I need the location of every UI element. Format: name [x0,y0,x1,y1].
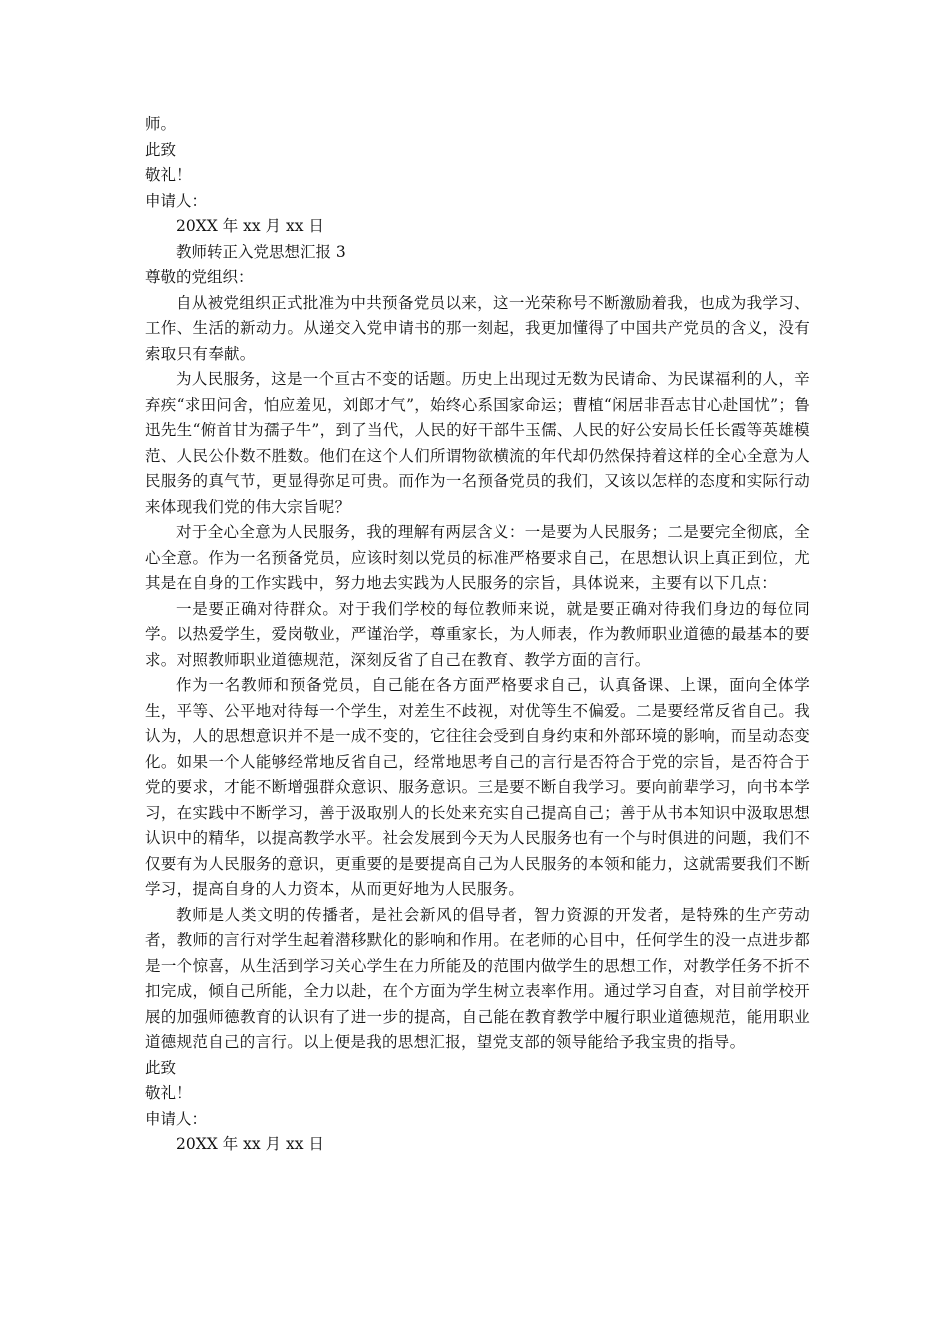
section-title: 教师转正入党思想汇报 3 [176,242,346,261]
salutation-close: 此致 [145,1058,177,1077]
paragraph-3: 对于全心全意为人民服务，我的理解有两层含义：一是要为人民服务；二是要完全彻底，全心全意。作为一名预备党员，应该时刻以党员的标准严格要求自己，在思想认识上真正到位，尤其是在自身的工作实践中，努力地去实践为人民服务的宗旨，具体说来，主要有以下几点： [145,523,810,592]
prev-date: 20XX 年 xx 月 xx 日 [176,217,324,235]
regards: 敬礼！ [145,1084,192,1102]
greeting: 尊敬的党组织： [145,268,254,286]
paragraph-4: 一是要正确对待群众。对于我们学校的每位教师来说，就是要正确对待我们身边的每位同学。以热爱学生，爱岗敬业，严谨治学，尊重家长，为人师表，作为教师职业道德的最基本的要求。对照教师职业道德规范，深刻反省了自己在教育、教学方面的言行。 [145,599,810,669]
prev-salutation-close: 此致 [145,140,177,159]
document-body [145,112,810,1158]
paragraph-1: 自从被党组织正式批准为中共预备党员以来，这一光荣称号不断激励着我，也成为我学习、工作、生活的新动力。从递交入党申请书的那一刻起，我更加懂得了中国共产党员的含义，没有索取只有奉献。 [145,293,810,363]
applicant-label: 申请人： [145,1109,208,1128]
paragraph-6: 教师是人类文明的传播者，是社会新风的倡导者，智力资源的开发者，是特殊的生产劳动者，教师的言行对学生起着潜移默化的影响和作用。在老师的心目中，任何学生的没一点进步都是一个惊喜，从生活到学习关心学生在力所能及的范围内做学生的思想工作，对教学任务不折不扣完成，倾自己所能，全力以赴，在个方面为学生树立表率作用。通过学习自查，对目前学校开展的加强师德教育的认识有了进一步的提高，自己能在教育教学中履行职业道德规范，能用职业道德规范自己的言行。以上便是我的思想汇报，望党支部的领导能给予我宝贵的指导。 [145,905,810,1051]
prev-applicant-label: 申请人： [145,191,208,210]
prev-regards: 敬礼！ [145,166,192,184]
paragraph-2: 为人民服务，这是一个亘古不变的话题。历史上出现过无数为民请命、为民谋福利的人，辛弃疾“求田问舍，怕应羞见，刘郎才气”，始终心系国家命运；曹植“闲居非吾志甘心赴国忧”；鲁迅先生“俯首甘为孺子牛”，到了当代，人民的好干部牛玉儒、人民的好公安局长任长霞等英雄模范、人民公仆数不胜数。他们在这个人们所谓物欲横流的年代却仍然保持着这样的全心全意为人民服务的真气节，更显得弥足可贵。而作为一名预备党员的我们，又该以怎样的态度和实际行动来体现我们党的伟大宗旨呢？ [145,370,810,516]
prev-letter-tail: 师。 [145,115,177,133]
paragraph-5: 作为一名教师和预备党员，自己能在各方面严格要求自己，认真备课、上课，面向全体学生，平等、公平地对待每一个学生，对差生不歧视，对优等生不偏爱。二是要经常反省自己。我认为，人的思想意识并不是一成不变的，它往往会受到自身约束和外部环境的影响，而呈动态变化。如果一个人能够经常地反省自己，经常地思考自己的言行是否符合于党的宗旨，是否符合于党的要求，才能不断增强群众意识、服务意识。三是要不断自我学习。要向前辈学习，向书本学习，在实践中不断学习，善于汲取别人的长处来充实自己提高自己；善于从书本知识中汲取思想认识中的精华，以提高教学水平。社会发展到今天为人民服务也有一个与时俱进的问题，我们不仅要有为人民服务的意识，更重要的是要提高自己为人民服务的本领和能力，这就需要我们不断学习，提高自身的人力资本，从而更好地为人民服务。 [145,676,810,898]
date: 20XX 年 xx 月 xx 日 [176,1135,324,1153]
